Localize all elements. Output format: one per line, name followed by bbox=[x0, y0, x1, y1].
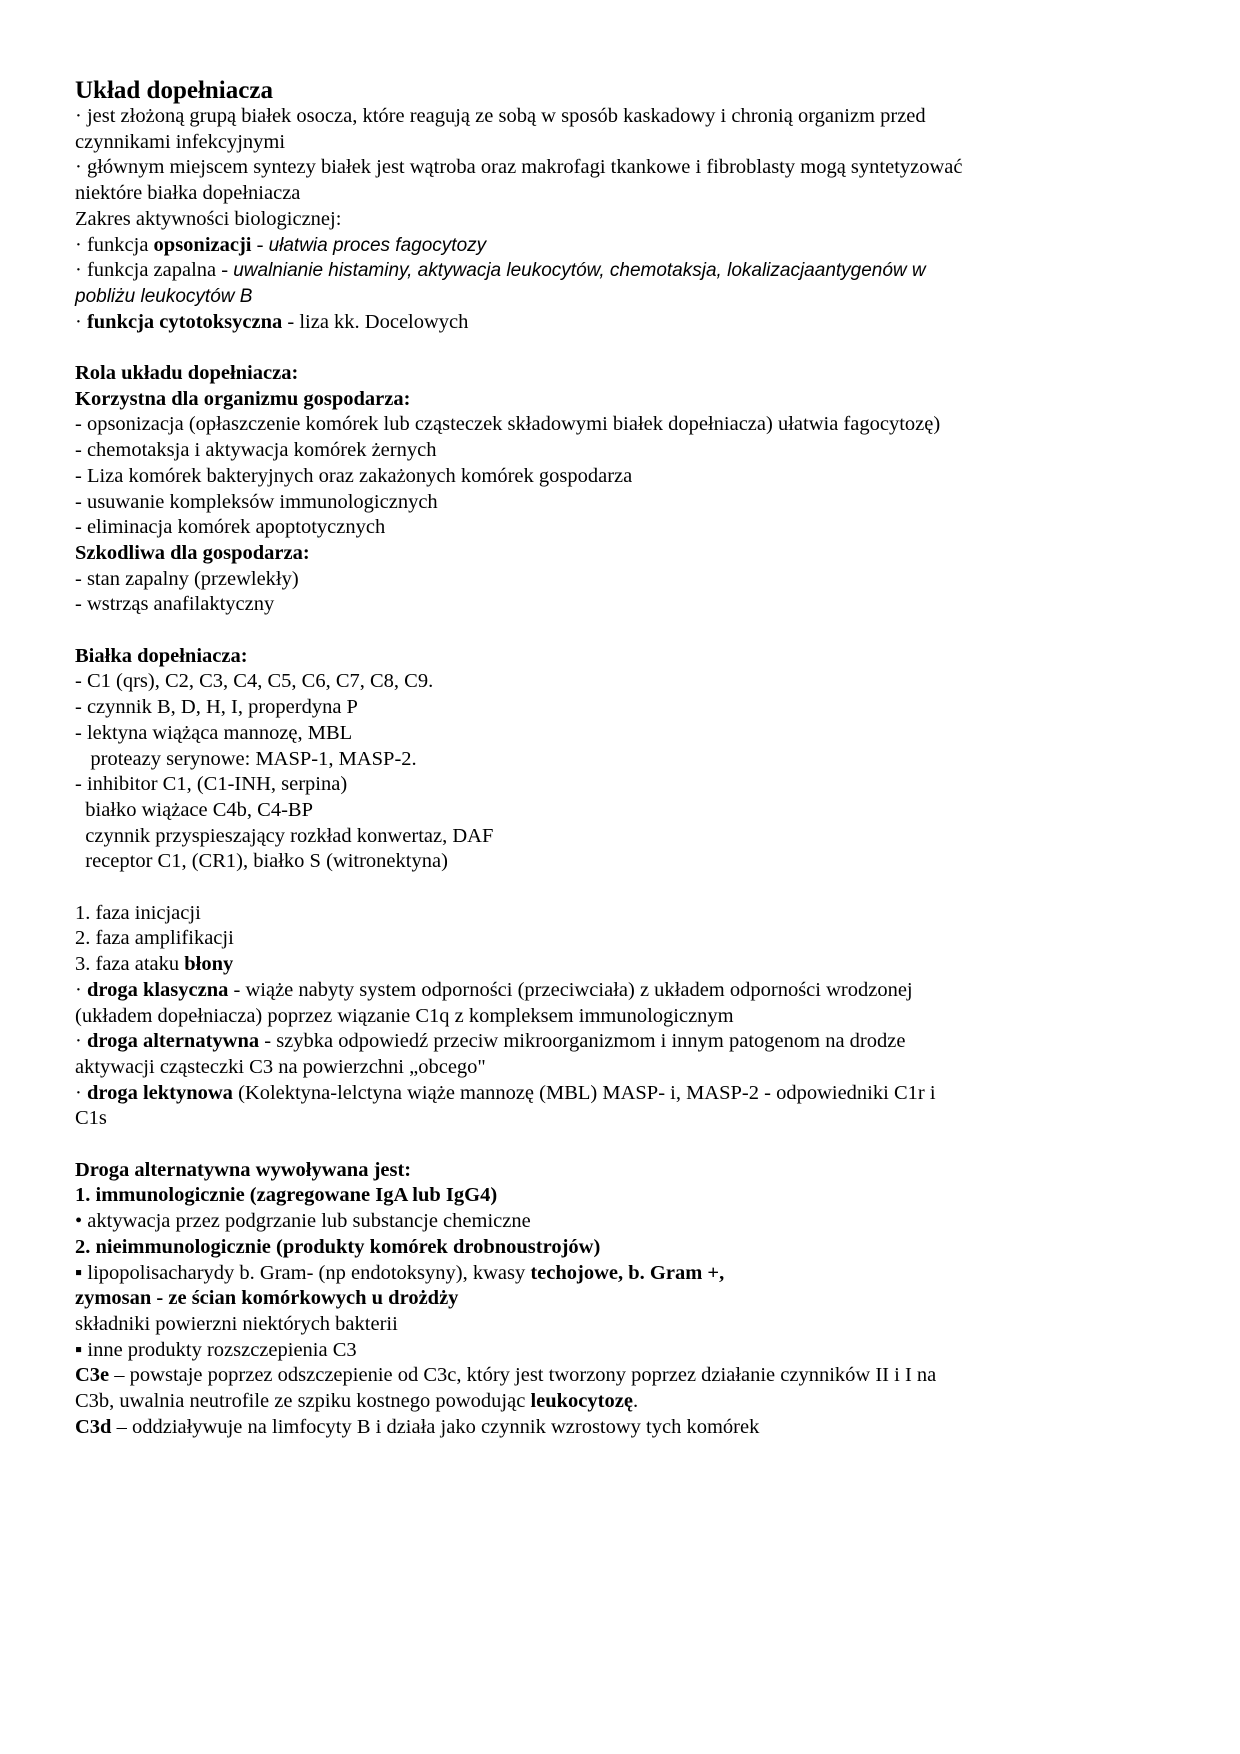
text-segment: - czynnik B, D, H, I, properdyna P bbox=[75, 696, 358, 719]
text-segment: składniki powierzni niektórych bakterii bbox=[75, 1312, 398, 1335]
text-line bbox=[75, 901, 1175, 927]
text-segment: (Kolektyna-lelctyna wiąże mannozę (MBL) MASP- i, MASP-2 - odpowiedniki C1r i bbox=[232, 1081, 936, 1104]
text-line bbox=[75, 824, 1175, 850]
text-segment: ▪ lipopolisacharydy b. Gram- (np endotoksyny), kwasy bbox=[75, 1261, 531, 1284]
text-line bbox=[75, 926, 1175, 952]
text-line bbox=[75, 772, 1175, 798]
text-segment: proteazy serynowe: MASP-1, MASP-2. bbox=[75, 747, 417, 770]
bold-text: opsonizacji bbox=[153, 233, 252, 256]
text-line bbox=[75, 1286, 1175, 1312]
text-line bbox=[75, 1004, 1175, 1030]
text-segment: - szybka odpowiedź przeciw mikroorganizmom i innym patogenom na drodze bbox=[259, 1030, 906, 1053]
text-segment: · bbox=[75, 978, 87, 1001]
text-line bbox=[75, 721, 1175, 747]
blank-line bbox=[75, 618, 1175, 644]
text-segment: - opsonizacja (opłaszczenie komórek lub cząsteczek składowymi białek dopełniacza) ułatwia fagocytozę) bbox=[75, 413, 941, 436]
text-line bbox=[75, 490, 1175, 516]
text-segment: · jest złożoną grupą białek osocza, które reagują ze sobą w sposób kaskadowy i chronią organizm przed bbox=[75, 105, 926, 127]
bold-text: droga alternatywna bbox=[86, 1030, 260, 1053]
text-segment: czynnikami infekcyjnymi bbox=[75, 130, 286, 153]
text-line bbox=[75, 592, 1175, 618]
text-segment: - inhibitor C1, (C1-INH, serpina) bbox=[75, 773, 348, 796]
text-line bbox=[75, 438, 1175, 464]
text-segment: - bbox=[251, 233, 269, 256]
text-segment: - stan zapalny (przewlekły) bbox=[75, 567, 299, 590]
text-segment: · głównym miejscem syntezy białek jest wątroba oraz makrofagi tkankowe i fibroblasty mogą syntetyzować bbox=[75, 156, 963, 179]
text-line bbox=[75, 464, 1175, 490]
text-line bbox=[75, 747, 1175, 773]
text-line bbox=[75, 1183, 1175, 1209]
text-segment: – powstaje poprzez odszczepienie od C3c, który jest tworzony poprzez działanie czynników II i I na bbox=[109, 1364, 937, 1387]
text-line bbox=[75, 1363, 1175, 1389]
text-line bbox=[75, 258, 1175, 284]
text-segment: • aktywacja przez podgrzanie lub substancje chemiczne bbox=[75, 1210, 531, 1233]
text-line bbox=[75, 361, 1175, 387]
bold-text: Droga alternatywna wywoływana jest: bbox=[75, 1158, 412, 1181]
text-line bbox=[75, 412, 1175, 438]
text-segment: · funkcja bbox=[75, 233, 154, 256]
text-segment: . bbox=[632, 1390, 639, 1413]
text-line bbox=[75, 130, 1175, 156]
bold-text: Białka dopełniacza: bbox=[75, 644, 248, 667]
bold-text: C3e bbox=[75, 1364, 110, 1387]
text-line bbox=[75, 669, 1175, 695]
text-line bbox=[75, 1235, 1175, 1261]
text-segment: - chemotaksja i aktywacja komórek żernych bbox=[75, 439, 437, 462]
bold-text: błony bbox=[184, 953, 234, 976]
text-line bbox=[75, 1081, 1175, 1107]
text-line bbox=[75, 387, 1175, 413]
bold-text: droga klasyczna bbox=[86, 978, 229, 1001]
text-segment: 3. faza ataku bbox=[75, 953, 185, 976]
text-segment: · bbox=[75, 1081, 87, 1104]
text-segment: - wiąże nabyty system odporności (przeciwciała) z układem odporności wrodzonej bbox=[228, 978, 913, 1001]
text-line bbox=[75, 515, 1175, 541]
text-segment: - Liza komórek bakteryjnych oraz zakażonych komórek gospodarza bbox=[75, 464, 633, 487]
text-line bbox=[75, 207, 1175, 233]
text-line bbox=[75, 1338, 1175, 1364]
text-line bbox=[75, 181, 1175, 207]
bold-text: leukocytozę bbox=[530, 1390, 633, 1413]
bold-text: C3d bbox=[75, 1415, 112, 1438]
text-line bbox=[75, 104, 1175, 130]
text-line bbox=[75, 1055, 1175, 1081]
text-line bbox=[75, 1158, 1175, 1184]
text-segment: · bbox=[75, 310, 87, 333]
text-segment: niektóre białka dopełniacza bbox=[75, 182, 301, 205]
text-segment: C3b, uwalnia neutrofile ze szpiku kostnego powodując bbox=[75, 1390, 531, 1413]
bold-text: Korzystna dla organizmu gospodarza: bbox=[75, 387, 411, 410]
text-segment: - lektyna wiążąca mannozę, MBL bbox=[75, 721, 353, 744]
text-line bbox=[75, 1209, 1175, 1235]
text-segment: · bbox=[75, 1030, 87, 1053]
bold-text: Szkodliwa dla gospodarza: bbox=[75, 541, 310, 564]
text-segment: - C1 (qrs), C2, C3, C4, C5, C6, C7, C8, C9. bbox=[75, 670, 434, 693]
bold-text: zymosan - ze ścian komórkowych u drożdży bbox=[75, 1287, 459, 1310]
text-segment: receptor C1, (CR1), białko S (witronektyna) bbox=[75, 850, 448, 873]
bold-text: 1. immunologicznie (zagregowane IgA lub IgG4) bbox=[75, 1184, 498, 1207]
italic-text: pobliżu leukocytów B bbox=[75, 285, 253, 307]
text-line bbox=[75, 952, 1175, 978]
text-line bbox=[75, 695, 1175, 721]
text-line bbox=[75, 284, 1175, 310]
text-segment: · funkcja zapalna - bbox=[75, 259, 234, 282]
bold-text: funkcja cytotoksyczna bbox=[86, 310, 283, 333]
text-segment: aktywacji cząsteczki C3 na powierzchni „obcego" bbox=[75, 1055, 486, 1078]
text-line bbox=[75, 233, 1175, 259]
text-line bbox=[75, 1106, 1175, 1132]
text-line bbox=[75, 567, 1175, 593]
italic-text: uwalnianie histaminy, aktywacja leukocytów, chemotaksja, lokalizacjaantygenów w bbox=[233, 260, 926, 282]
italic-text: ułatwia proces fagocytozy bbox=[268, 234, 487, 256]
text-line bbox=[75, 1389, 1175, 1415]
text-segment: czynnik przyspieszający rozkład konwertaz, DAF bbox=[75, 824, 494, 847]
text-segment: - liza kk. Docelowych bbox=[282, 310, 469, 333]
bold-text: Rola układu dopełniacza: bbox=[75, 362, 299, 385]
text-line bbox=[75, 1415, 1175, 1441]
document-body bbox=[75, 104, 1175, 1441]
text-segment: 1. faza inicjacji bbox=[75, 901, 201, 924]
text-line bbox=[75, 644, 1175, 670]
text-segment: - eliminacja komórek apoptotycznych bbox=[75, 516, 386, 539]
text-segment: Zakres aktywności biologicznej: bbox=[75, 207, 342, 230]
text-segment: - usuwanie kompleksów immunologicznych bbox=[75, 490, 438, 513]
text-segment: C1s bbox=[75, 1107, 107, 1130]
text-line bbox=[75, 155, 1175, 181]
blank-line bbox=[75, 1132, 1175, 1158]
text-line bbox=[75, 1312, 1175, 1338]
text-segment: (układem dopełniacza) poprzez wiązanie C1q z kompleksem immunologicznym bbox=[75, 1004, 734, 1027]
text-line bbox=[75, 1261, 1175, 1287]
blank-line bbox=[75, 335, 1175, 361]
text-segment: białko wiążace C4b, C4-BP bbox=[75, 798, 313, 821]
document-title: Układ dopełniacza bbox=[75, 77, 273, 104]
text-line bbox=[75, 978, 1175, 1004]
text-segment: ▪ inne produkty rozszczepienia C3 bbox=[75, 1338, 357, 1361]
text-line bbox=[75, 541, 1175, 567]
bold-text: droga lektynowa bbox=[86, 1081, 233, 1104]
text-segment: 2. faza amplifikacji bbox=[75, 927, 234, 950]
bold-text: 2. nieimmunologicznie (produkty komórek drobnoustrojów) bbox=[75, 1235, 601, 1258]
text-segment: – oddziaływuje na limfocyty B i działa jako czynnik wzrostowy tych komórek bbox=[111, 1415, 760, 1438]
text-line bbox=[75, 1029, 1175, 1055]
text-segment: - wstrząs anafilaktyczny bbox=[75, 593, 275, 616]
blank-line bbox=[75, 875, 1175, 901]
text-line bbox=[75, 798, 1175, 824]
bold-text: techojowe, b. Gram +, bbox=[530, 1261, 725, 1284]
text-line bbox=[75, 310, 1175, 336]
document-page bbox=[75, 76, 1175, 1441]
text-line bbox=[75, 849, 1175, 875]
